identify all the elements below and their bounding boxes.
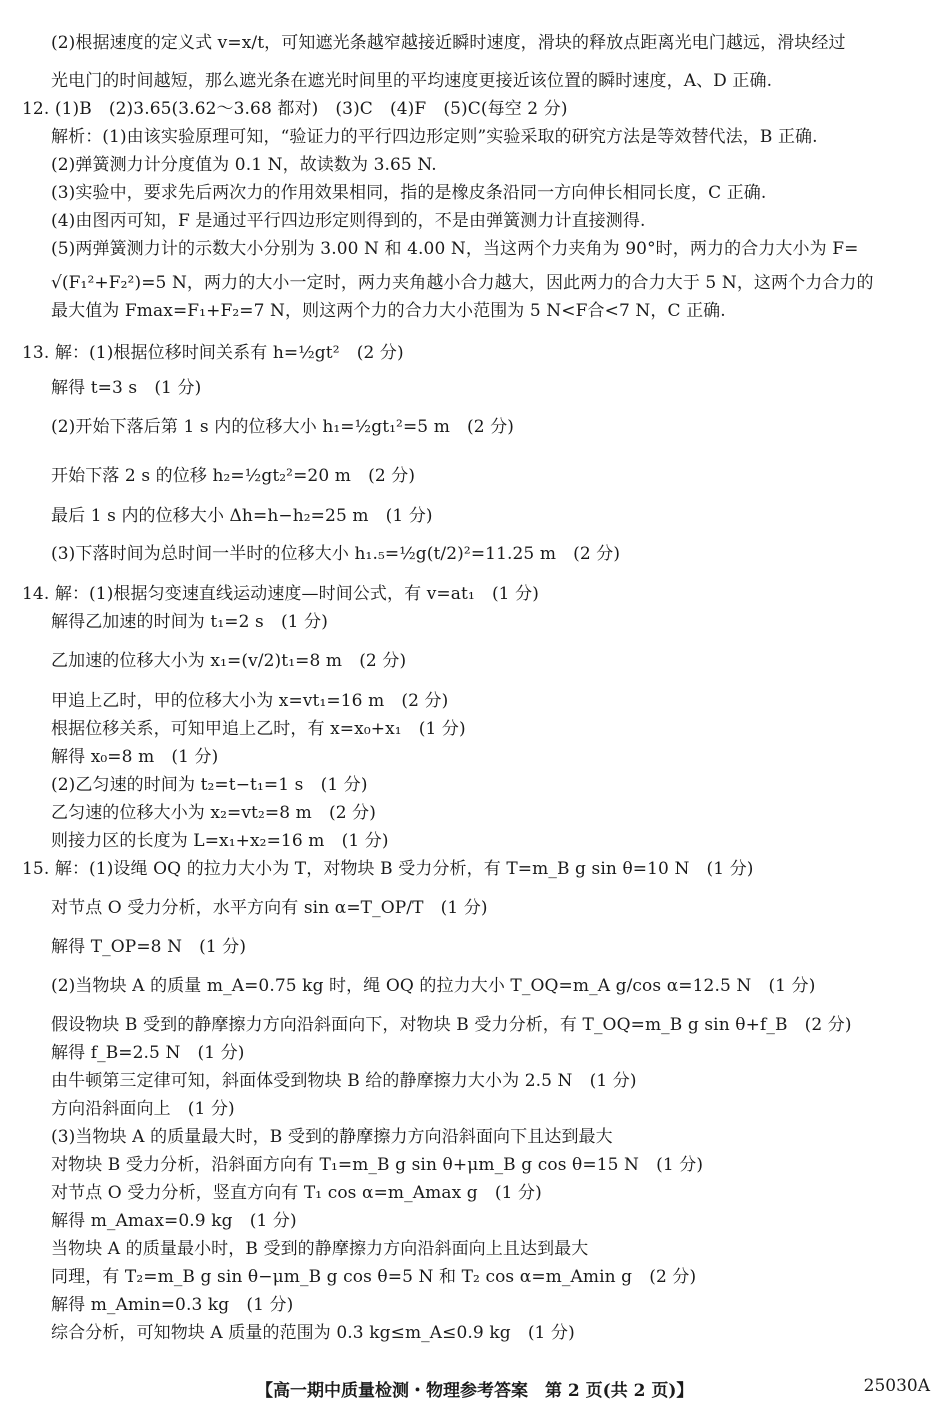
text-line: 对节点 O 受力分析，水平方向有 sin α=T_OP/T (1 分) bbox=[51, 898, 488, 918]
text-line: (3)当物块 A 的质量最大时，B 受到的静摩擦力方向沿斜面向下且达到最大 bbox=[51, 1127, 613, 1147]
text-line: 对物块 B 受力分析，沿斜面方向有 T₁=m_B g sin θ+μm_B g cos θ=15 N (1 分) bbox=[51, 1155, 704, 1175]
text-line: (2)乙匀速的时间为 t₂=t−t₁=1 s (1 分) bbox=[51, 775, 368, 795]
text-line: (2)根据速度的定义式 v=x/t，可知遮光条越窄越接近瞬时速度，滑块的释放点距离光电门越远，滑块经过 bbox=[51, 33, 846, 53]
text-line: 解得 m_Amax=0.9 kg (1 分) bbox=[51, 1211, 297, 1231]
text-line: 综合分析，可知物块 A 质量的范围为 0.3 kg≤m_A≤0.9 kg (1 分) bbox=[51, 1323, 575, 1343]
text-line: 假设物块 B 受到的静摩擦力方向沿斜面向下，对物块 B 受力分析，有 T_OQ=m_B g sin θ+f_B (2 分) bbox=[51, 1015, 852, 1035]
text-line: 同理，有 T₂=m_B g sin θ−μm_B g cos θ=5 N 和 T₂ cos α=m_Amin g (2 分) bbox=[51, 1267, 697, 1287]
text-line: (2)开始下落后第 1 s 内的位移大小 h₁=½gt₁²=5 m (2 分) bbox=[51, 417, 515, 437]
text-line: √(F₁²+F₂²)=5 N，两力的大小一定时，两力夹角越小合力越大，因此两力的合力大于 5 N，这两个力合力的 bbox=[51, 273, 874, 293]
text-line: 14. 解：(1)根据匀变速直线运动速度—时间公式，有 v=at₁ (1 分) bbox=[22, 584, 539, 604]
text-line: 解得 m_Amin=0.3 kg (1 分) bbox=[51, 1295, 294, 1315]
text-line: (2)弹簧测力计分度值为 0.1 N，故读数为 3.65 N. bbox=[51, 155, 437, 175]
text-line: 对节点 O 受力分析，竖直方向有 T₁ cos α=m_Amax g (1 分) bbox=[51, 1183, 542, 1203]
text-line: 解得 f_B=2.5 N (1 分) bbox=[51, 1043, 245, 1063]
text-line: 13. 解：(1)根据位移时间关系有 h=½gt² (2 分) bbox=[22, 343, 404, 363]
document-code: 25030A bbox=[863, 1376, 930, 1396]
text-line: (2)当物块 A 的质量 m_A=0.75 kg 时，绳 OQ 的拉力大小 T_OQ=m_A g/cos α=12.5 N (1 分) bbox=[51, 976, 816, 996]
text-line: 最后 1 s 内的位移大小 Δh=h−h₂=25 m (1 分) bbox=[51, 506, 433, 526]
text-line: 乙加速的位移大小为 x₁=(v/2)t₁=8 m (2 分) bbox=[51, 651, 407, 671]
text-line: 12. (1)B (2)3.65(3.62～3.68 都对) (3)C (4)F (5)C(每空 2 分) bbox=[22, 99, 568, 119]
text-line: 解得 T_OP=8 N (1 分) bbox=[51, 937, 247, 957]
text-line: (3)实验中，要求先后两次力的作用效果相同，指的是橡皮条沿同一方向伸长相同长度，C 正确. bbox=[51, 183, 767, 203]
text-line: 由牛顿第三定律可知，斜面体受到物块 B 给的静摩擦力大小为 2.5 N (1 分) bbox=[51, 1071, 637, 1091]
text-line: 则接力区的长度为 L=x₁+x₂=16 m (1 分) bbox=[51, 831, 389, 851]
text-line: 解得 x₀=8 m (1 分) bbox=[51, 747, 219, 767]
text-line: 方向沿斜面向上 (1 分) bbox=[51, 1099, 235, 1119]
text-line: 根据位移关系，可知甲追上乙时，有 x=x₀+x₁ (1 分) bbox=[51, 719, 466, 739]
footer-title: 【高一期中质量检测・物理参考答案 第 2 页(共 2 页)】 bbox=[256, 1381, 694, 1401]
text-line: 解得乙加速的时间为 t₁=2 s (1 分) bbox=[51, 612, 328, 632]
text-line: (3)下落时间为总时间一半时的位移大小 h₁.₅=½g(t/2)²=11.25 m (2 分) bbox=[51, 544, 621, 564]
text-line: 当物块 A 的质量最小时，B 受到的静摩擦力方向沿斜面向上且达到最大 bbox=[51, 1239, 589, 1259]
text-line: 15. 解：(1)设绳 OQ 的拉力大小为 T，对物块 B 受力分析，有 T=m_B g sin θ=10 N (1 分) bbox=[22, 859, 754, 879]
text-line: 光电门的时间越短，那么遮光条在遮光时间里的平均速度更接近该位置的瞬时速度，A、D 正确. bbox=[51, 71, 773, 91]
text-line: (5)两弹簧测力计的示数大小分别为 3.00 N 和 4.00 N，当这两个力夹角为 90°时，两力的合力大小为 F= bbox=[51, 239, 859, 259]
text-line: 乙匀速的位移大小为 x₂=vt₂=8 m (2 分) bbox=[51, 803, 376, 823]
text-line: 开始下落 2 s 的位移 h₂=½gt₂²=20 m (2 分) bbox=[51, 466, 416, 486]
text-line: 最大值为 Fmax=F₁+F₂=7 N，则这两个力的合力大小范围为 5 N<F合<7 N，C 正确. bbox=[51, 301, 726, 321]
text-line: 解得 t=3 s (1 分) bbox=[51, 378, 202, 398]
text-line: 解析：(1)由该实验原理可知，“验证力的平行四边形定则”实验采取的研究方法是等效替代法，B 正确. bbox=[51, 127, 818, 147]
text-line: (4)由图丙可知，F 是通过平行四边形定则得到的，不是由弹簧测力计直接测得. bbox=[51, 211, 646, 231]
text-line: 甲追上乙时，甲的位移大小为 x=vt₁=16 m (2 分) bbox=[51, 691, 449, 711]
